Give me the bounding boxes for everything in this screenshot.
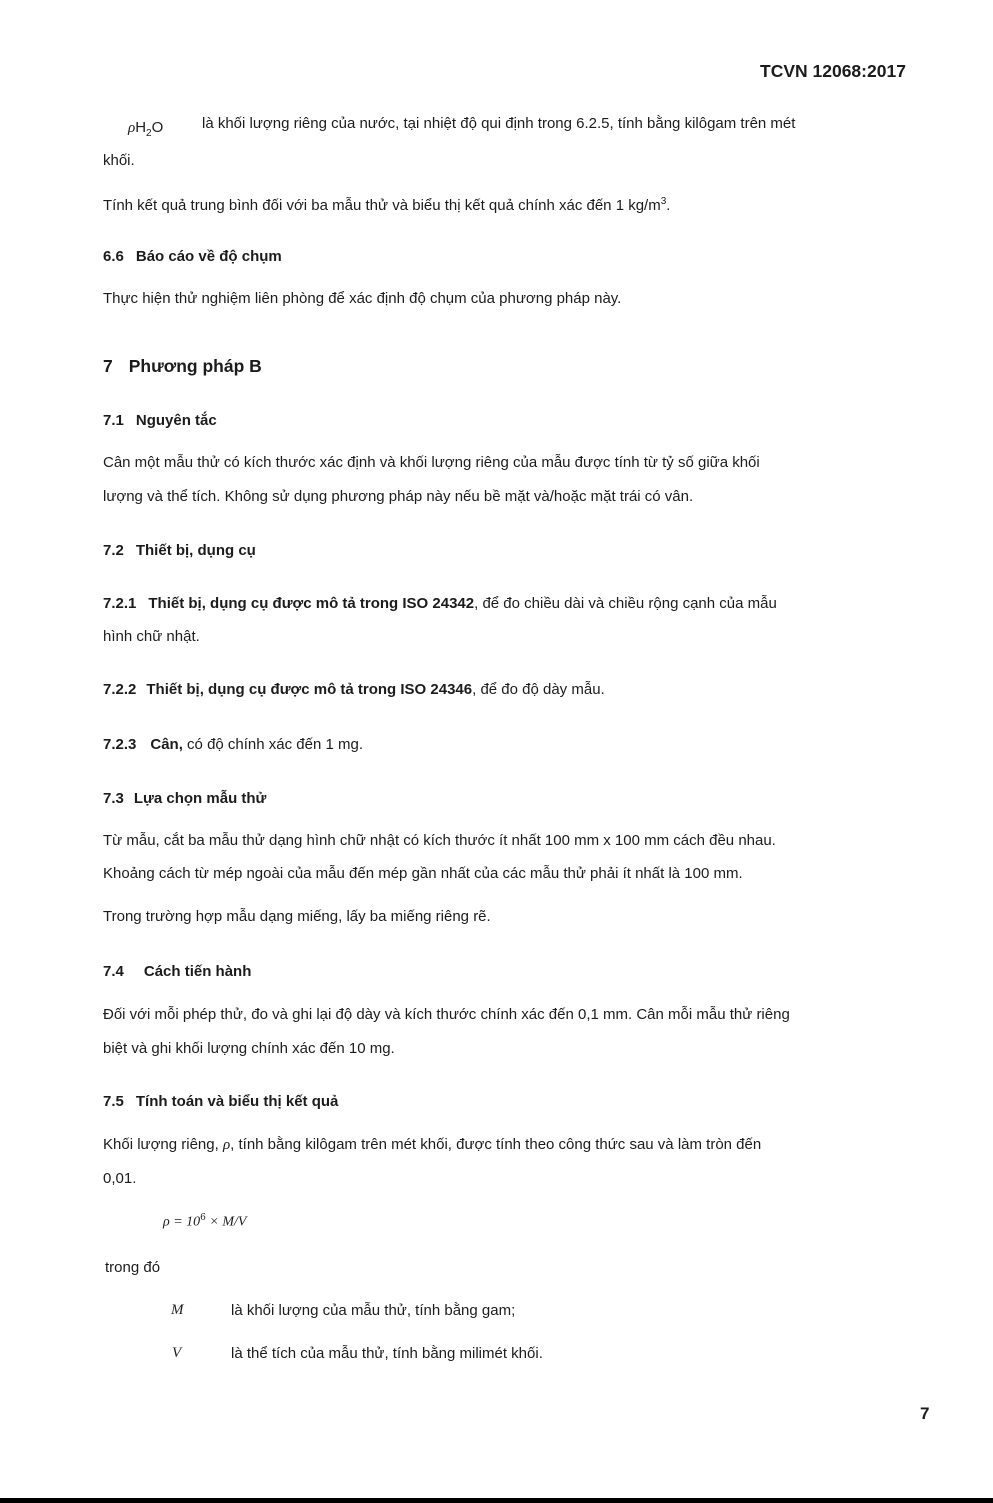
where-label: trong đó bbox=[105, 1259, 161, 1276]
section-6-6-heading: 6.6 Báo cáo về độ chụm bbox=[103, 248, 282, 265]
symbol-m: M bbox=[171, 1302, 184, 1318]
section-7-3-line-2: Khoảng cách từ mép ngoài của mẫu đến mép gần nhất của các mẫu thử phải ít nhất là 100 mm. bbox=[103, 865, 743, 882]
section-7-1-line-2: lượng và thể tích. Không sử dụng phương pháp này nếu bề mặt và/hoặc mặt trái có vân. bbox=[103, 488, 694, 505]
page-number: 7 bbox=[920, 1404, 930, 1423]
definition-line-2: khối. bbox=[103, 152, 135, 169]
section-7-3-line-3: Trong trường hợp mẫu dạng miếng, lấy ba miếng riêng rẽ. bbox=[103, 908, 491, 925]
section-7-5-line-2: 0,01. bbox=[103, 1170, 137, 1187]
density-formula: $\rho = 10^6 \times M/V$ bbox=[163, 1213, 247, 1230]
section-7-1-heading: 7.1 Nguyên tắc bbox=[103, 412, 217, 429]
section-7-2-1-line-2: hình chữ nhật. bbox=[103, 628, 200, 645]
section-7-2-3: 7.2.3 Cân, có độ chính xác đến 1 mg. bbox=[103, 736, 364, 753]
definition-line-1: là khối lượng riêng của nước, tại nhiệt độ qui định trong 6.2.5, tính bằng kilôgam trên mét bbox=[202, 115, 796, 132]
section-7-5-line-1: Khối lượng riêng, ρ, tính bằng kilôgam trên mét khối, được tính theo công thức sau và làm tròn đến bbox=[103, 1136, 762, 1153]
section-7-4-line-1: Đối với mỗi phép thử, đo và ghi lại độ dày và kích thước chính xác đến 0,1 mm. Cân mỗi mẫu thử riêng bbox=[103, 1006, 790, 1023]
definition-m: là khối lượng của mẫu thử, tính bằng gam; bbox=[231, 1302, 516, 1319]
symbol-v: V bbox=[172, 1345, 182, 1361]
section-6-6-text: Thực hiện thử nghiệm liên phòng để xác định độ chụm của phương pháp này. bbox=[103, 290, 622, 307]
result-paragraph: Tính kết quả trung bình đối với ba mẫu thử và biểu thị kết quả chính xác đến 1 $kg/m^3$. bbox=[103, 196, 671, 214]
section-7-4-heading: 7.4 Cách tiến hành bbox=[103, 963, 252, 980]
section-7-heading: 7 Phương pháp B bbox=[103, 356, 262, 376]
section-7-5-heading: 7.5 Tính toán và biểu thị kết quả bbox=[103, 1093, 339, 1110]
section-7-2-1-line-1: 7.2.1 Thiết bị, dụng cụ được mô tả trong ISO 24342, để đo chiều dài và chiều rộng cạnh của mẫu bbox=[103, 595, 777, 612]
section-7-3-heading: 7.3 Lựa chọn mẫu thử bbox=[103, 790, 267, 807]
section-7-2-heading: 7.2 Thiết bị, dụng cụ bbox=[103, 542, 256, 559]
section-7-2-2: 7.2.2 Thiết bị, dụng cụ được mô tả trong ISO 24346, để đo độ dày mẫu. bbox=[103, 681, 605, 698]
section-7-1-line-1: Cân một mẫu thử có kích thước xác định và khối lượng riêng của mẫu được tính từ tỷ số giữa khối bbox=[103, 454, 760, 471]
section-7-3-line-1: Từ mẫu, cắt ba mẫu thử dạng hình chữ nhật có kích thước ít nhất 100 mm x 100 mm cách đều nhau. bbox=[103, 832, 776, 849]
definition-v: là thể tích của mẫu thử, tính bằng milimét khối. bbox=[231, 1345, 543, 1362]
section-7-4-line-2: biệt và ghi khối lượng chính xác đến 10 mg. bbox=[103, 1040, 395, 1057]
standard-number: TCVN 12068:2017 bbox=[760, 61, 906, 81]
symbol-rho-h2o: $\rho H_2O$ bbox=[128, 119, 164, 139]
scan-edge-line bbox=[0, 1498, 993, 1503]
